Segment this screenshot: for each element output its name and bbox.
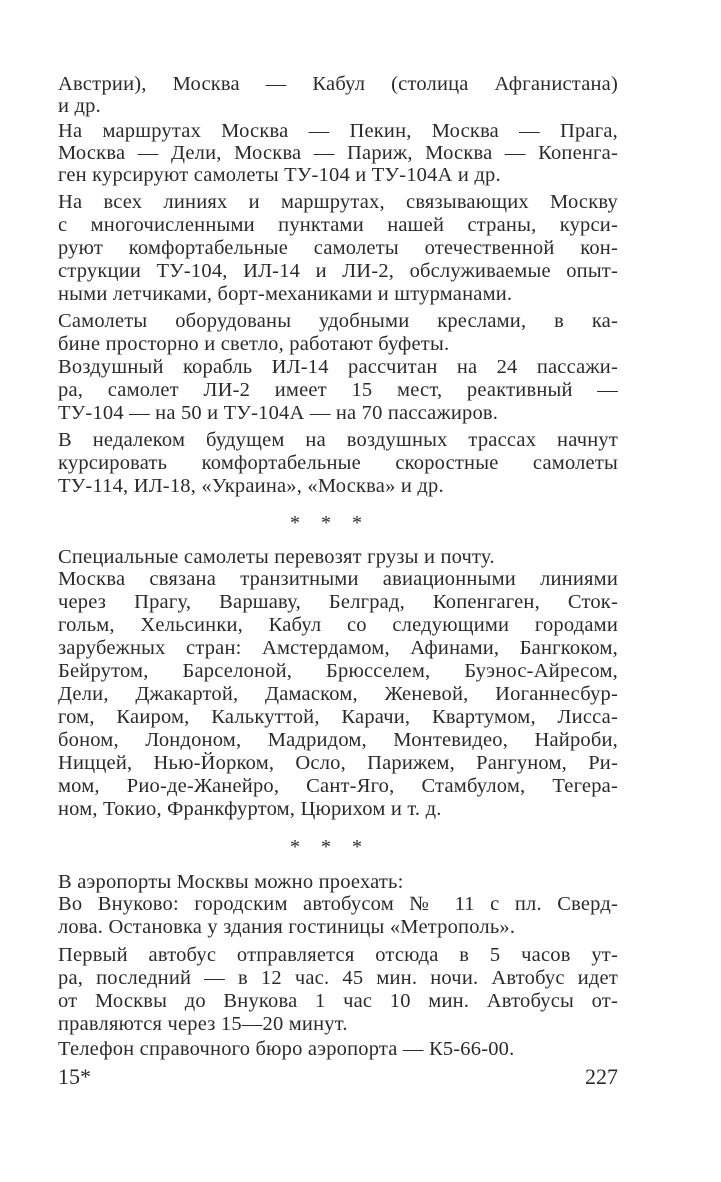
section-separator: * * * [290,836,370,858]
text-line: правляются через 15—20 минут. [58,1013,348,1035]
text-line: ными летчиками, борт-механиками и штурманами. [58,283,513,305]
text-line: от Москвы до Внукова 1 час 10 мин. Автобусы от- [58,990,618,1012]
text-line: Ниццей, Нью-Йорком, Осло, Парижем, Рангуном, Ри- [58,752,618,774]
text-line: бине просторно и светло, работают буфеты. [58,333,450,355]
text-line: На маршрутах Москва — Пекин, Москва — Прага, [58,120,618,142]
text-line: Москва связана транзитными авиационными линиями [58,568,618,590]
text-line: ген курсируют самолеты ТУ-104 и ТУ-104А и др. [58,164,501,186]
text-line: ТУ-114, ИЛ-18, «Украина», «Москва» и др. [58,475,444,497]
text-line: лова. Остановка у здания гостиницы «Метрополь». [58,916,516,938]
signature-mark: 15* [58,1064,91,1089]
text-line: мом, Рио-де-Жанейро, Сант-Яго, Стамбулом, Тегера- [58,775,618,797]
page-number: 227 [585,1064,618,1089]
text-line: зарубежных стран: Амстердамом, Афинами, Бангкоком, [58,637,618,659]
text-line: гом, Каиром, Калькуттой, Карачи, Квартумом, Лисса- [58,706,618,728]
text-line: с многочисленными пунктами нашей страны, курси- [58,214,618,236]
text-line: Австрии), Москва — Кабул (столица Афганистана) [58,73,618,95]
text-line: курсировать комфортабельные скоростные самолеты [58,452,618,474]
text-line: Самолеты оборудованы удобными креслами, в ка- [58,310,618,332]
text-line: Воздушный корабль ИЛ-14 рассчитан на 24 пассажи- [58,356,618,378]
text-line: через Прагу, Варшаву, Белград, Копенгаген, Сток- [58,591,618,613]
text-line: ном, Токио, Франкфуртом, Цюрихом и т. д. [58,798,442,820]
text-line: В недалеком будущем на воздушных трассах начнут [58,429,618,451]
text-line: ТУ-104 — на 50 и ТУ-104А — на 70 пассажиров. [58,402,499,424]
text-line: ра, самолет ЛИ-2 имеет 15 мест, реактивный — [58,379,618,401]
text-line: боном, Лондоном, Мадридом, Монтевидео, Найроби, [58,729,618,751]
section-separator: * * * [290,512,370,534]
text-line: Дели, Джакартой, Дамаском, Женевой, Иоганнесбур- [58,683,618,705]
text-line: Специальные самолеты перевозят грузы и почту. [58,546,495,568]
text-line: На всех линиях и маршрутах, связывающих Москву [58,191,618,213]
text-line: ра, последний — в 12 час. 45 мин. ночи. Автобус идет [58,967,618,989]
text-line: гольм, Хельсинки, Кабул со следующими городами [58,614,618,636]
text-line: и др. [58,95,101,117]
text-line: струкции ТУ-104, ИЛ-14 и ЛИ-2, обслуживаемые опыт- [58,260,618,282]
text-line: Телефон справочного бюро аэропорта — К5-66-00. [58,1038,515,1060]
text-line: руют комфортабельные самолеты отечественной кон- [58,237,618,259]
text-line: Бейрутом, Барселоной, Брюсселем, Буэнос-Айресом, [58,660,618,682]
text-line: Во Внуково: городским автобусом № 11 с пл. Сверд- [58,893,618,915]
text-line: В аэропорты Москвы можно проехать: [58,871,404,893]
text-line: Первый автобус отправляется отсюда в 5 часов ут- [58,944,618,966]
text-line: Москва — Дели, Москва — Париж, Москва — Копенга- [58,142,618,164]
